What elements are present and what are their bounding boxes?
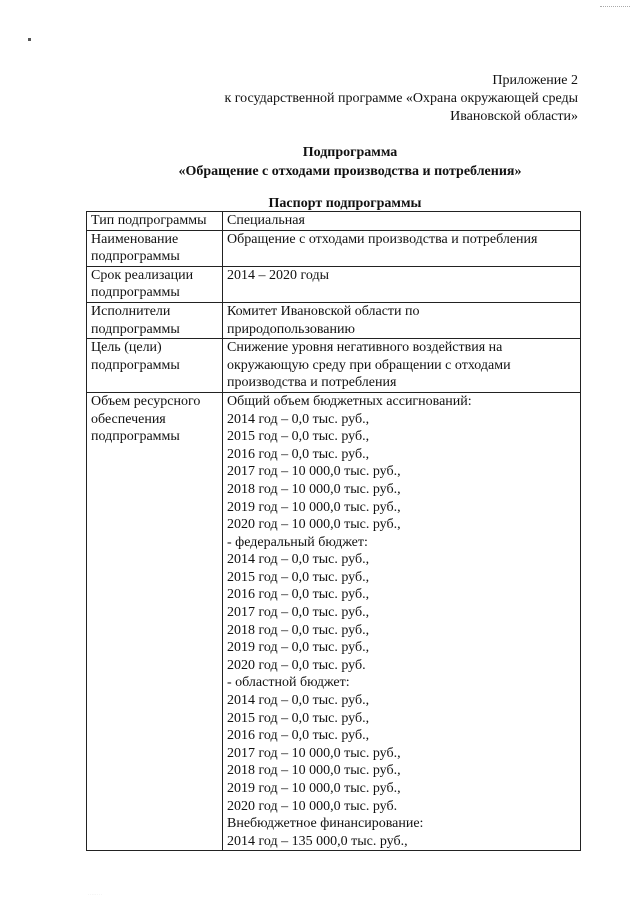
funding-value-line: 2015 год – 0,0 тыс. руб., [227,429,370,445]
table-row [87,302,581,338]
funding-value-line: 2014 год – 0,0 тыс. руб., [227,411,370,427]
funding-label-line: Объем ресурсного [91,393,201,409]
funding-label-line: обеспечения [91,411,166,427]
row-label-line: подпрограммы [91,357,180,373]
table-row-funding [87,392,581,850]
funding-value-line: Общий объем бюджетных ассигнований: [227,393,472,409]
row-label-line: Тип подпрограммы [91,213,207,228]
subprogram-heading: Подпрограмма [302,145,398,160]
row-label [87,302,223,338]
funding-value-line: 2014 год – 0,0 тыс. руб., [227,693,370,709]
row-value-line: окружающую среду при обращении с отходами [227,357,511,373]
funding-value-line: 2019 год – 10 000,0 тыс. руб., [227,499,401,515]
row-label-line: Срок реализации [91,267,194,283]
row-label-line: Исполнители [91,303,171,319]
row-value-line: Снижение уровня негативного воздействия на [227,340,503,356]
row-value [223,212,581,231]
row-value-line: Специальная [227,213,305,228]
funding-value-line: 2017 год – 10 000,0 тыс. руб., [227,464,401,480]
funding-value-line: 2020 год – 0,0 тыс. руб. [227,657,366,673]
row-value-line: Комитет Ивановской области по [227,303,420,319]
appendix-line-1: Приложение 2 [492,73,578,88]
row-value-line: производства и потребления [227,375,397,391]
funding-value-line: 2016 год – 0,0 тыс. руб., [227,728,370,744]
funding-value-line: 2020 год – 10 000,0 тыс. руб., [227,517,401,533]
funding-value-line: - областной бюджет: [227,675,350,691]
row-label-line: подпрограммы [91,321,180,337]
footer-print-mark: · · · · · · · · [88,892,102,896]
funding-value-line: 2015 год – 0,0 тыс. руб., [227,569,370,585]
appendix-note [224,72,578,126]
funding-value-line: 2017 год – 10 000,0 тыс. руб., [227,745,401,761]
subprogram-name: «Обращение с отходами производства и потребления» [178,164,522,179]
row-label [87,230,223,266]
row-value-line: природопользованию [227,321,355,337]
appendix-line-2: к государственной программе «Охрана окружающей среды [224,91,578,106]
funding-value-line: 2014 год – 0,0 тыс. руб., [227,552,370,568]
row-label-line: Цель (цели) [91,340,162,356]
funding-value-line: 2016 год – 0,0 тыс. руб., [227,587,370,603]
funding-value-line: 2015 год – 0,0 тыс. руб., [227,710,370,726]
funding-value-line: 2020 год – 10 000,0 тыс. руб. [227,798,398,814]
funding-value [223,392,581,850]
scan-corner-mark [600,6,630,7]
scan-dot [28,38,31,41]
passport-table [86,211,581,851]
row-label [87,339,223,393]
row-value [223,230,581,266]
row-label [87,212,223,231]
funding-label-line: подпрограммы [91,429,180,445]
passport-title: Паспорт подпрограммы [268,196,422,211]
table-row [87,339,581,393]
funding-value-line: 2018 год – 10 000,0 тыс. руб., [227,763,401,779]
funding-value-line: 2017 год – 0,0 тыс. руб., [227,605,370,621]
row-value-line: 2014 – 2020 годы [227,267,330,283]
funding-value-line: 2019 год – 10 000,0 тыс. руб., [227,781,401,796]
funding-value-line: 2018 год – 0,0 тыс. руб., [227,622,370,638]
funding-value-line: - федеральный бюджет: [227,534,368,550]
row-label-line: Наименование [91,231,179,247]
funding-value-line: 2019 год – 0,0 тыс. руб., [227,640,370,656]
funding-value-line: 2016 год – 0,0 тыс. руб., [227,446,370,462]
funding-value-line: 2018 год – 10 000,0 тыс. руб., [227,481,401,497]
table-row [87,230,581,266]
table-row [87,212,581,231]
table-row [87,266,581,302]
appendix-line-3: Ивановской области» [450,109,578,124]
funding-value-line: 2014 год – 135 000,0 тыс. руб., [227,833,408,849]
row-value [223,266,581,302]
row-value [223,339,581,393]
funding-value-line: Внебюджетное финансирование: [227,816,424,832]
funding-label [87,392,223,850]
row-label-line: подпрограммы [91,285,180,301]
row-label [87,266,223,302]
row-value-line: Обращение с отходами производства и потребления [227,231,538,247]
row-value [223,302,581,338]
row-label-line: подпрограммы [91,249,180,265]
